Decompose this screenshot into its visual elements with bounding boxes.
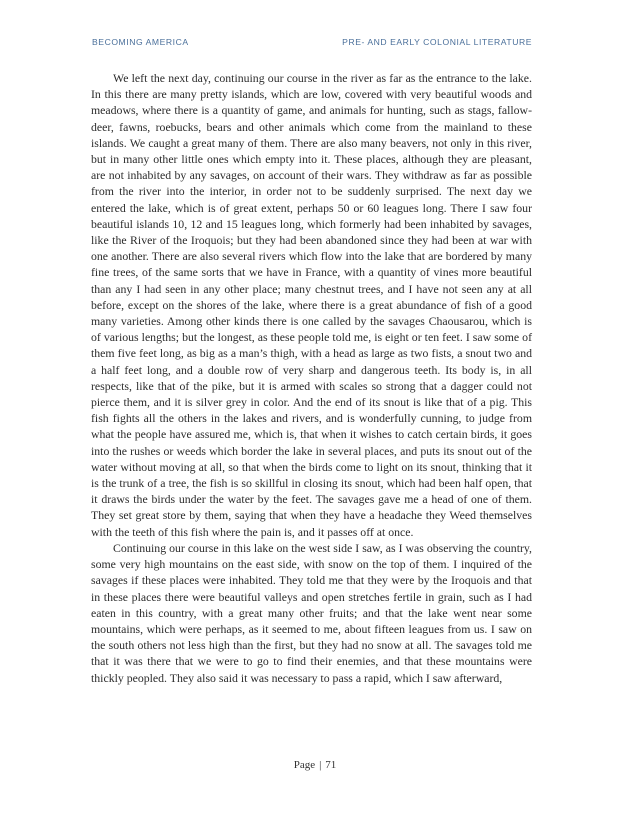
page-separator: | <box>319 759 322 771</box>
page-label: Page <box>293 759 316 771</box>
running-header <box>92 37 532 47</box>
paragraph-1: We left the next day, continuing our course in the river as far as the entrance to the lake. In this there are many pretty islands, which are low, covered with very beautiful woods and meadows, where there is a quantity of game, and animals for hunting, such as stags, fallow-deer, fawns, roebucks, bears and other animals which come from the mainland to these islands. We caught a great many of them. There are also many beavers, not only in this river, but in many other little ones which empty into it. These places, although they are pleasant, are not inhabited by any savages, on account of their wars. They withdraw as far as possible from the river into the interior, in order not to be suddenly surprised. The next day we entered the lake, which is of great extent, perhaps 50 or 60 leagues long. There I saw four beautiful islands 10, 12 and 15 leagues long, which formerly had been inhabited by savages, like the River of the Iroquois; but they had been abandoned since they had been at war with one another. There are also several rivers which flow into the lake that are bordered by many fine trees, of the same sorts that we have in France, with a quantity of vines more beautiful than any I had seen in any other place; many chestnut trees, and I have not seen any at all before, except on the shores of the lake, where there is a great abundance of fish of a good many varieties. Among other kinds there is one called by the savages Chaousarou, which is of various lengths; but the longest, as these people told me, is eight or ten feet. I saw some of them five feet long, as big as a man’s thigh, with a head as large as two fists, a snout two and a half feet long, and a double row of very sharp and dangerous teeth. Its body is, in all respects, like that of the pike, but it is armed with scales so strong that a dagger could not pierce them, and it is silver grey in color. And the end of its snout is like that of a pig. This fish fights all the others in the lakes and rivers, and is wonderfully cunning, to judge from what the people have assured me, which is, that when it wishes to catch certain birds, it goes into the rushes or weeds which border the lake in several places, and puts its snout out of the water without moving at all, so that when the birds come to light on its snout, thinking that it is the trunk of a tree, the fish is so skillful in closing its snout, which had been half open, that it draws the birds under the water by the feet. The savages gave me a head of one of them. They set great store by them, saying that when they have a headache they Weed themselves with the teeth of this fish where the pain is, and it passes off at once. <box>91 71 532 539</box>
header-book-title: BECOMING AMERICA <box>92 37 189 47</box>
page-footer <box>0 759 630 771</box>
paragraph-2: Continuing our course in this lake on the west side I saw, as I was observing the country, some very high mountains on the east side, with snow on the top of them. I inquired of the savages if these places were inhabited. They told me that they were by the Iroquois and that in these places there were beautiful valleys and open stretches fertile in grain, such as I had eaten in this country, with a great many other fruits; and that the lake went near some mountains, which were perhaps, as it seemed to me, about fifteen leagues from us. I saw on the south others not less high than the first, but they had no snow at all. The savages told me that it was there that we were to go to find their enemies, and that these mountains were thickly peopled. They also said it was necessary to pass a rapid, which I saw afterward, <box>91 540 532 685</box>
header-section-title: PRE- AND EARLY COLONIAL LITERATURE <box>342 37 532 47</box>
page-body <box>91 70 532 686</box>
page-number: 71 <box>325 759 337 771</box>
